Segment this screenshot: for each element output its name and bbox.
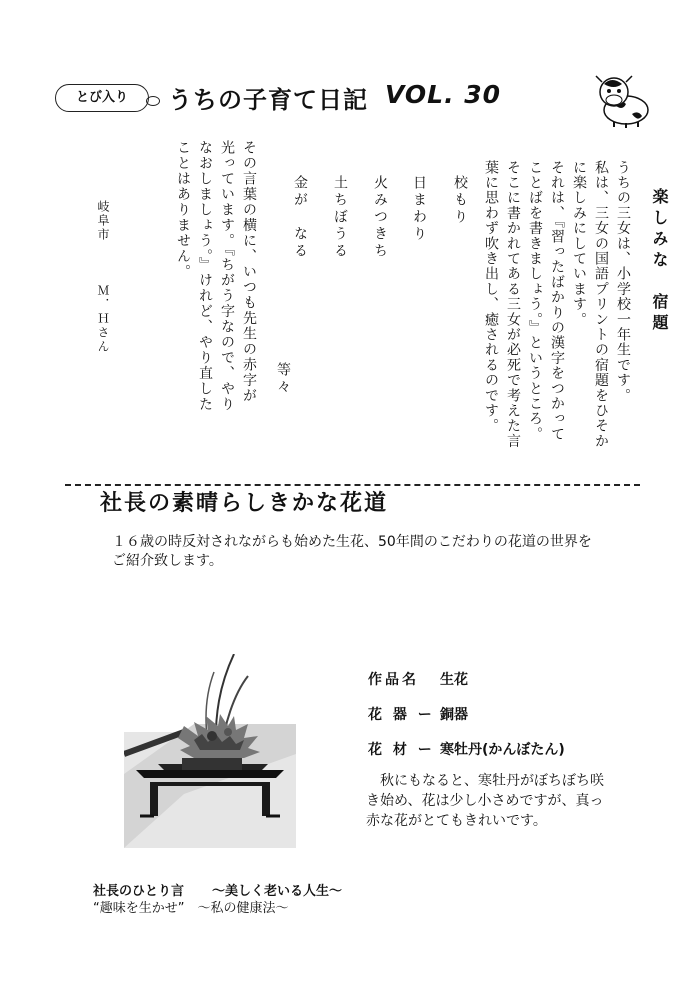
child-word: 日まわり (411, 175, 427, 243)
teacher-note: その言葉の横に、いつも先生の赤字が光っています。『ちがう字なので、やりなおしましょう。』けれど、やり直したことはありません。 (175, 140, 257, 412)
diary-paragraph: 私は、三女の国語プリントの宿題をひそかに楽しみにしています。 (571, 160, 609, 449)
material-row (368, 739, 565, 759)
vessel-label: 花 器 ー (368, 707, 435, 723)
author-city: 岐阜市 (96, 200, 110, 242)
work-name-value: 生花 (440, 672, 468, 688)
child-word: 火みつきち (372, 175, 388, 260)
flower-description: 秋にもなると、寒牡丹がぼちぼち咲き始め、花は少し小さめですが、真っ赤な花がとてもきれいです。 (366, 773, 604, 829)
column-title: うちの子育て日記 (168, 86, 368, 114)
monologue-subtitle: “趣味を生かせ” ～私の健康法～ (93, 901, 289, 916)
monologue-label: 社長のひとり言 (93, 884, 185, 899)
ikebana-title: 社長の素晴らしきかな花道 (100, 491, 389, 516)
material-label: 花 材 ー (368, 742, 435, 758)
child-word: 校もり (452, 175, 468, 226)
monologue-title: ～美しく老いる人生～ (212, 884, 343, 899)
diary-title: 楽しみな 宿題 (650, 188, 669, 335)
vessel-row (368, 704, 468, 724)
diary-paragraph: それは、『習ったばかりの漢字をつかってことばを書きましょう。』というところ。 (527, 160, 565, 442)
etc-mark: 等々 (275, 362, 291, 396)
ikebana-photo (124, 654, 296, 848)
work-name-label: 作品名 (368, 672, 419, 688)
diary-paragraph: うちの三女は、小学校一年生です。 (615, 160, 631, 404)
author-name: Ｍ．Ｈさん (96, 284, 110, 354)
material-value: 寒牡丹(かんぼたん) (440, 742, 565, 758)
diary-paragraph: そこに書かれてある三女が必死で考えた言葉に思わず吹き出し、癒されるのです。 (483, 160, 521, 449)
cow-mascot-icon (592, 70, 654, 128)
volume-number: VOL. 30 (385, 80, 502, 109)
child-word: 土ちぼうる (332, 175, 348, 260)
badge-tail-decoration (146, 96, 160, 106)
child-word: 金が なる (292, 175, 308, 260)
work-name-row (368, 669, 468, 689)
corner-badge: とび入り (55, 84, 149, 112)
ikebana-intro: １６歳の時反対されながらも始めた生花、50年間のこだわりの花道の世界をご紹介致します。 (112, 534, 592, 569)
vessel-value: 銅器 (440, 707, 468, 723)
